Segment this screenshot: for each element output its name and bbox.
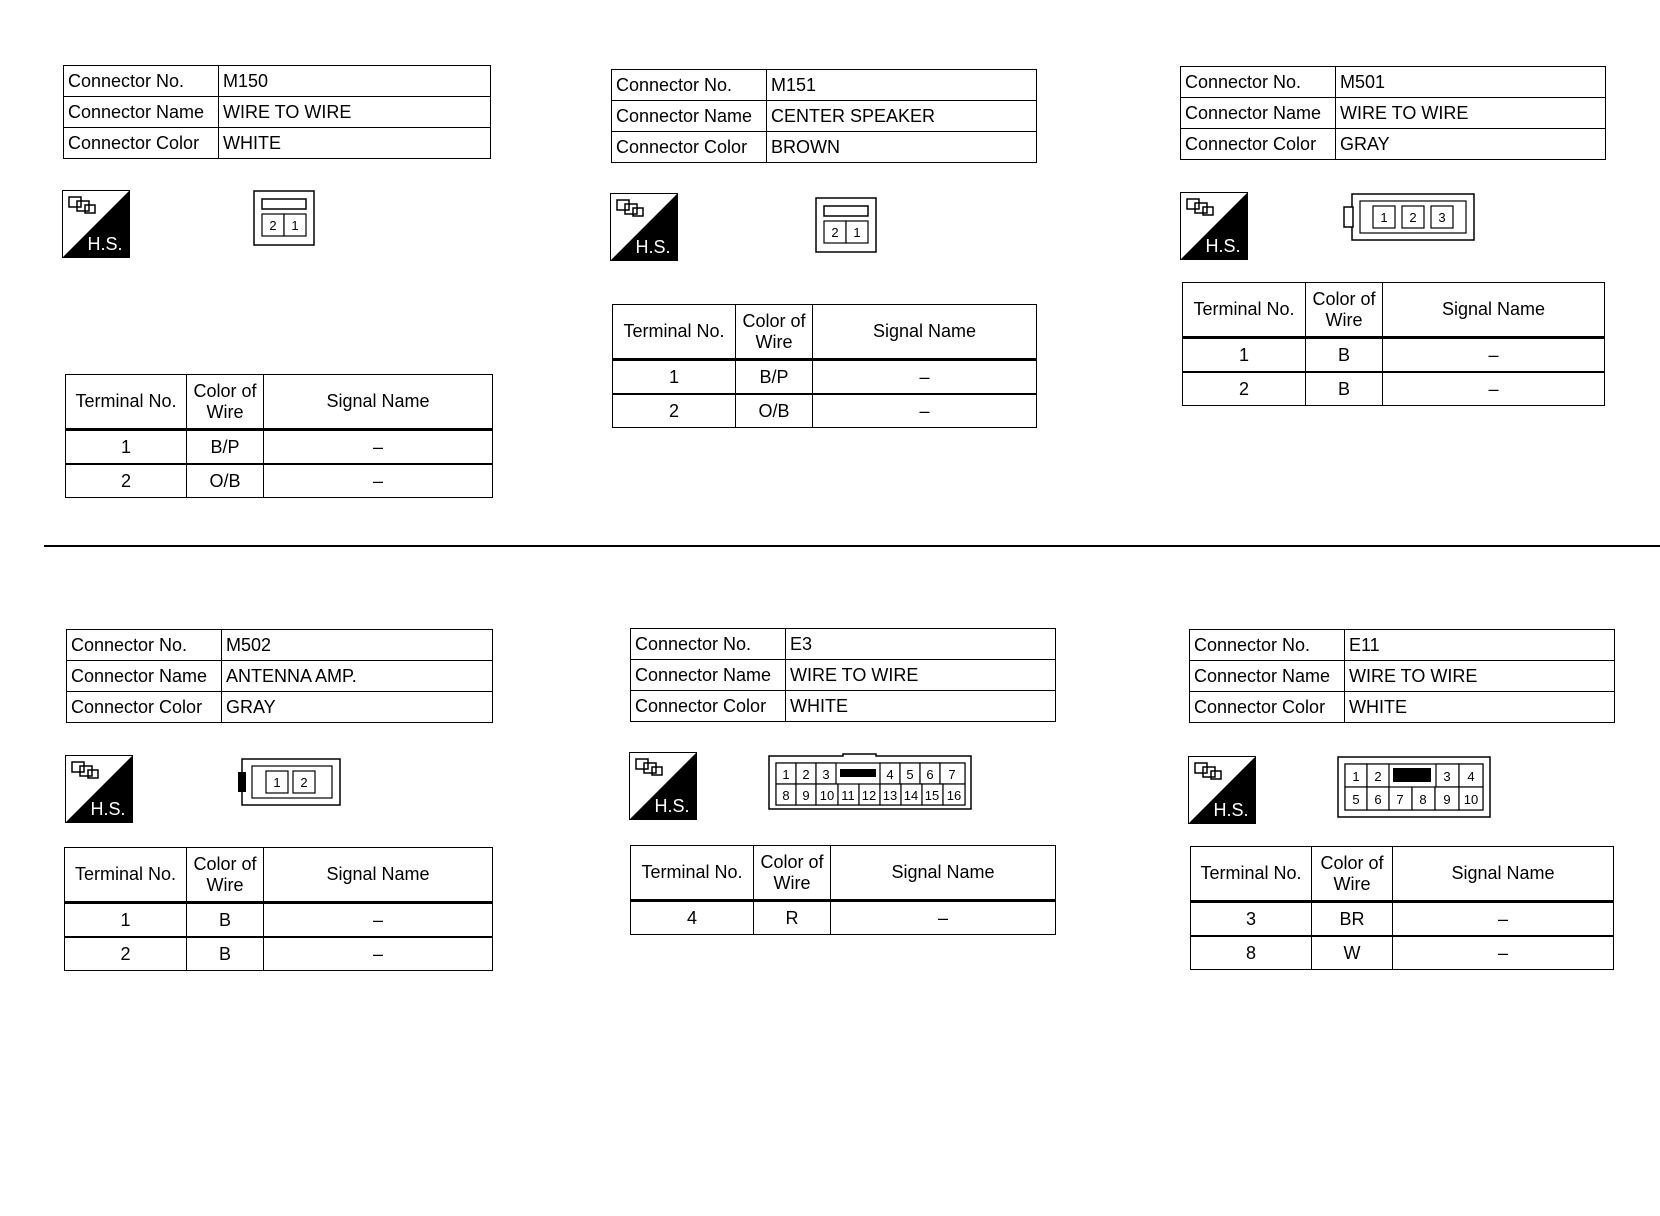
table-row xyxy=(66,464,493,498)
terminal-no-header: Terminal No. xyxy=(65,848,187,903)
pin-number: 5 xyxy=(906,767,914,782)
hs-label: H.S. xyxy=(654,796,690,816)
signal-name-cell: – xyxy=(264,464,493,498)
pin-number: 1 xyxy=(291,218,299,233)
hs-icon xyxy=(65,755,133,828)
pin-number: 1 xyxy=(782,767,790,782)
pin-number: 2 xyxy=(269,218,277,233)
connector-color-label: Connector Color xyxy=(1181,129,1336,160)
wire-color-cell: B xyxy=(1306,372,1383,406)
connector-info-table xyxy=(66,629,493,723)
signal-name-cell: – xyxy=(813,394,1037,428)
terminal-table xyxy=(1182,282,1605,406)
connector-color-value: WHITE xyxy=(1345,692,1615,723)
wire-color-header: Color of Wire xyxy=(754,846,831,901)
connector-no-value: M501 xyxy=(1336,67,1606,98)
pin-number: 1 xyxy=(273,775,281,790)
wire-color-header: Color of Wire xyxy=(1306,283,1383,338)
terminal-no-cell: 2 xyxy=(66,464,187,498)
signal-name-header: Signal Name xyxy=(264,848,493,903)
connector-color-value: BROWN xyxy=(767,132,1037,163)
terminal-table xyxy=(64,847,493,971)
connector-color-label: Connector Color xyxy=(612,132,767,163)
terminal-no-header: Terminal No. xyxy=(1191,847,1312,902)
signal-name-header: Signal Name xyxy=(1383,283,1605,338)
connector-face xyxy=(253,190,315,251)
pin-number: 16 xyxy=(946,788,962,803)
terminal-table xyxy=(1190,846,1614,970)
terminal-no-header: Terminal No. xyxy=(66,375,187,430)
table-row xyxy=(1183,338,1605,373)
connector-face xyxy=(1337,756,1491,823)
keyway-block xyxy=(1393,768,1431,782)
hs-icon xyxy=(1188,756,1256,829)
connector-name-value: WIRE TO WIRE xyxy=(219,97,491,128)
terminal-no-header: Terminal No. xyxy=(631,846,754,901)
pin-number: 12 xyxy=(861,788,877,803)
pin-number: 13 xyxy=(882,788,898,803)
wire-color-cell: B xyxy=(187,937,264,971)
connector-name-value: WIRE TO WIRE xyxy=(786,660,1056,691)
connector-no-label: Connector No. xyxy=(612,70,767,101)
hs-label: H.S. xyxy=(1213,800,1249,820)
pin-number: 2 xyxy=(802,767,810,782)
signal-name-header: Signal Name xyxy=(264,375,493,430)
table-row xyxy=(1191,936,1614,970)
signal-name-cell: – xyxy=(831,901,1056,935)
connector-face xyxy=(1342,193,1476,246)
pin-number: 1 xyxy=(1380,210,1388,225)
connector-no-value: E11 xyxy=(1345,630,1615,661)
pin-number: 5 xyxy=(1352,792,1360,807)
connector-name-label: Connector Name xyxy=(612,101,767,132)
connector-no-label: Connector No. xyxy=(1190,630,1345,661)
wire-color-header: Color of Wire xyxy=(1312,847,1393,902)
terminal-table xyxy=(65,374,493,498)
connector-name-value: WIRE TO WIRE xyxy=(1336,98,1606,129)
pin-number: 8 xyxy=(1419,792,1427,807)
signal-name-cell: – xyxy=(264,937,493,971)
connector-info-table xyxy=(1189,629,1615,723)
pin-number: 9 xyxy=(802,788,810,803)
connector-color-label: Connector Color xyxy=(1190,692,1345,723)
terminal-no-cell: 8 xyxy=(1191,936,1312,970)
wire-color-cell: B/P xyxy=(187,430,264,465)
connector-color-label: Connector Color xyxy=(67,692,222,723)
wire-color-cell: W xyxy=(1312,936,1393,970)
terminal-no-header: Terminal No. xyxy=(1183,283,1306,338)
terminal-no-cell: 1 xyxy=(613,360,736,395)
signal-name-cell: – xyxy=(264,430,493,465)
connector-name-label: Connector Name xyxy=(631,660,786,691)
connector-no-label: Connector No. xyxy=(67,630,222,661)
wire-color-cell: B xyxy=(1306,338,1383,373)
table-row xyxy=(1191,902,1614,937)
connector-no-value: M151 xyxy=(767,70,1037,101)
pin-number: 10 xyxy=(819,788,835,803)
pin-number: 11 xyxy=(841,788,855,803)
hs-icon xyxy=(1180,192,1248,265)
connector-face xyxy=(236,758,342,811)
hs-label: H.S. xyxy=(87,234,123,254)
signal-name-cell: – xyxy=(1383,372,1605,406)
hs-icon xyxy=(629,752,697,825)
table-row xyxy=(1183,372,1605,406)
pin-number: 6 xyxy=(1374,792,1382,807)
connector-color-value: WHITE xyxy=(219,128,491,159)
connector-no-value: E3 xyxy=(786,629,1056,660)
connector-info-table xyxy=(611,69,1037,163)
connector-info-table xyxy=(630,628,1056,722)
wire-color-header: Color of Wire xyxy=(187,848,264,903)
connector-info-table xyxy=(1180,66,1606,160)
keyway-block xyxy=(840,769,876,777)
terminal-no-cell: 3 xyxy=(1191,902,1312,937)
pin-number: 3 xyxy=(822,767,830,782)
pin-number: 7 xyxy=(948,767,956,782)
connector-no-value: M502 xyxy=(222,630,493,661)
connector-info-table xyxy=(63,65,491,159)
wire-color-header: Color of Wire xyxy=(187,375,264,430)
pin-number: 15 xyxy=(924,788,940,803)
signal-name-header: Signal Name xyxy=(813,305,1037,360)
pin-number: 2 xyxy=(1409,210,1417,225)
connector-color-label: Connector Color xyxy=(64,128,219,159)
connector-name-label: Connector Name xyxy=(64,97,219,128)
pin-number: 2 xyxy=(300,775,308,790)
terminal-no-cell: 2 xyxy=(613,394,736,428)
hs-icon xyxy=(62,190,130,263)
pin-number: 6 xyxy=(926,767,934,782)
table-row xyxy=(613,360,1037,395)
terminal-no-cell: 1 xyxy=(66,430,187,465)
terminal-no-header: Terminal No. xyxy=(613,305,736,360)
connector-name-label: Connector Name xyxy=(1190,661,1345,692)
pin-number: 10 xyxy=(1463,792,1479,807)
terminal-no-cell: 4 xyxy=(631,901,754,935)
connector-no-label: Connector No. xyxy=(64,66,219,97)
signal-name-header: Signal Name xyxy=(1393,847,1614,902)
connector-name-value: CENTER SPEAKER xyxy=(767,101,1037,132)
table-row xyxy=(631,901,1056,935)
table-row xyxy=(65,937,493,971)
pin-number: 9 xyxy=(1443,792,1451,807)
pin-number: 3 xyxy=(1443,769,1451,784)
pin-number: 7 xyxy=(1396,792,1404,807)
signal-name-cell: – xyxy=(264,903,493,938)
connector-face xyxy=(768,753,973,816)
pin-number: 4 xyxy=(886,767,894,782)
wire-color-cell: BR xyxy=(1312,902,1393,937)
table-row xyxy=(66,430,493,465)
pin-number: 8 xyxy=(782,788,790,803)
hs-label: H.S. xyxy=(90,799,126,819)
connector-face xyxy=(815,197,877,258)
section-divider xyxy=(44,545,1660,547)
pin-number: 14 xyxy=(903,788,919,803)
terminal-table xyxy=(630,845,1056,935)
connector-color-label: Connector Color xyxy=(631,691,786,722)
signal-name-cell: – xyxy=(1383,338,1605,373)
connector-color-value: GRAY xyxy=(1336,129,1606,160)
signal-name-cell: – xyxy=(813,360,1037,395)
signal-name-cell: – xyxy=(1393,936,1614,970)
wire-color-header: Color of Wire xyxy=(736,305,813,360)
table-row xyxy=(65,903,493,938)
pin-number: 4 xyxy=(1467,769,1475,784)
pin-number: 2 xyxy=(831,225,839,240)
signal-name-cell: – xyxy=(1393,902,1614,937)
connector-name-label: Connector Name xyxy=(67,661,222,692)
wire-color-cell: B/P xyxy=(736,360,813,395)
wire-color-cell: O/B xyxy=(187,464,264,498)
signal-name-header: Signal Name xyxy=(831,846,1056,901)
terminal-table xyxy=(612,304,1037,428)
hs-icon xyxy=(610,193,678,266)
connector-name-label: Connector Name xyxy=(1181,98,1336,129)
wire-color-cell: R xyxy=(754,901,831,935)
connector-no-label: Connector No. xyxy=(631,629,786,660)
terminal-no-cell: 1 xyxy=(65,903,187,938)
connector-name-value: ANTENNA AMP. xyxy=(222,661,493,692)
wire-color-cell: O/B xyxy=(736,394,813,428)
terminal-no-cell: 2 xyxy=(1183,372,1306,406)
hs-label: H.S. xyxy=(1205,236,1241,256)
connector-name-value: WIRE TO WIRE xyxy=(1345,661,1615,692)
connector-color-value: WHITE xyxy=(786,691,1056,722)
connector-color-value: GRAY xyxy=(222,692,493,723)
connector-no-value: M150 xyxy=(219,66,491,97)
pin-number: 2 xyxy=(1374,769,1382,784)
pin-number: 1 xyxy=(1352,769,1360,784)
pin-number: 1 xyxy=(853,225,861,240)
terminal-no-cell: 1 xyxy=(1183,338,1306,373)
wire-color-cell: B xyxy=(187,903,264,938)
terminal-no-cell: 2 xyxy=(65,937,187,971)
pin-number: 3 xyxy=(1438,210,1446,225)
hs-label: H.S. xyxy=(635,237,671,257)
connector-no-label: Connector No. xyxy=(1181,67,1336,98)
table-row xyxy=(613,394,1037,428)
